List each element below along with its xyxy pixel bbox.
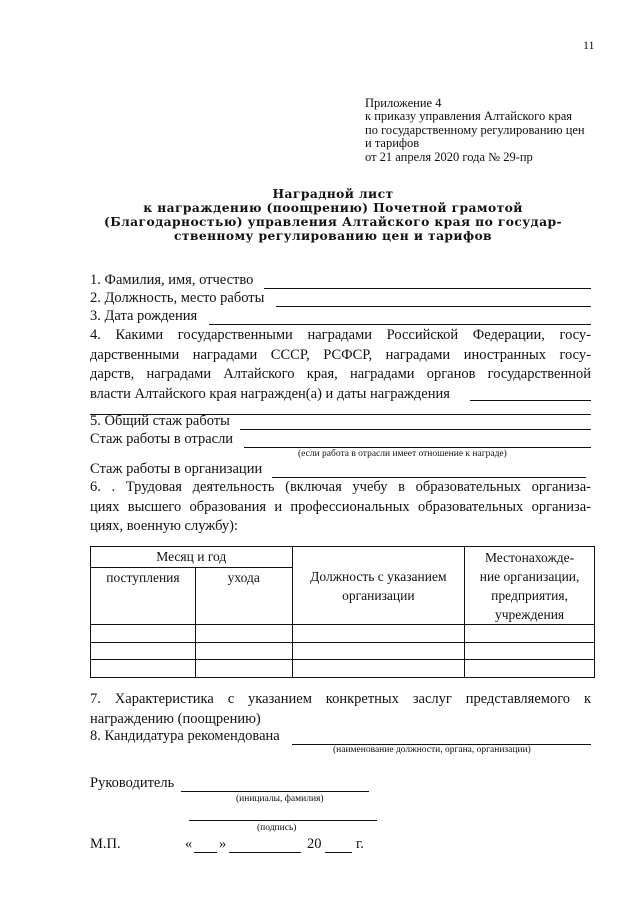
annex-line: по государственному регулированию цен xyxy=(365,122,585,137)
awards-field-line[interactable] xyxy=(470,400,591,401)
head-label: Руководитель xyxy=(90,775,175,791)
industry-note: (если работа в отрасли имеет отношение к награде) xyxy=(298,449,507,459)
date-day-line[interactable] xyxy=(194,852,217,853)
table-cell[interactable] xyxy=(292,625,465,643)
annex-line: к приказу управления Алтайского края xyxy=(365,109,572,124)
org-experience-label: Стаж работы в организации xyxy=(90,461,263,477)
date-open-quote: « xyxy=(185,836,193,852)
title-line: Наградной лист xyxy=(272,186,394,201)
date-close-quote: » xyxy=(219,836,227,852)
industry-experience-label: Стаж работы в отрасли xyxy=(90,431,234,447)
table-row xyxy=(91,625,595,643)
table-row xyxy=(91,660,595,678)
awards-line: власти Алтайского края награжден(а) и даты награждения xyxy=(90,385,450,402)
total-experience-line[interactable] xyxy=(240,429,591,430)
total-experience-label: 5. Общий стаж работы xyxy=(90,413,230,429)
annex-line: от 21 апреля 2020 года № 29-пр xyxy=(365,149,533,164)
candidate-label: 8. Кандидатура рекомендована xyxy=(90,728,280,744)
table-cell[interactable] xyxy=(465,643,595,660)
document-title xyxy=(60,187,606,243)
signature-note: (подпись) xyxy=(257,823,297,833)
characteristic-line: награждению (поощрению) xyxy=(90,710,261,727)
date-year-prefix: 20 xyxy=(307,836,322,852)
stamp-label: М.П. xyxy=(90,836,121,852)
date-year-line[interactable] xyxy=(325,852,352,853)
position-label: 2. Должность, место работы xyxy=(90,290,265,306)
table-cell[interactable] xyxy=(195,660,292,678)
head-name-line[interactable] xyxy=(181,791,369,792)
fio-field-line[interactable] xyxy=(264,288,591,289)
header-month-year: Месяц и год xyxy=(91,547,293,568)
title-line: к награждению (поощрению) Почетной грамотой xyxy=(143,200,523,215)
labor-line: 6. . Трудовая деятельность (включая учебу в образовательных организа- xyxy=(90,479,591,495)
header-location-line: Местонахожде- xyxy=(484,550,575,565)
header-position-line: Должность с указанием xyxy=(310,569,447,584)
labor-line: циях высшего образования и профессиональных образовательных организа- xyxy=(90,498,591,515)
characteristic-line: 7. Характеристика с указанием конкретных заслуг представляемого к xyxy=(90,691,591,707)
date-month-line[interactable] xyxy=(229,852,301,853)
annex-line: и тарифов xyxy=(365,136,420,151)
awards-line: дарственными наградами СССР, РСФСР, наградами иностранных госу- xyxy=(90,346,591,363)
table-cell[interactable] xyxy=(91,643,196,660)
awards-paragraph xyxy=(90,326,591,404)
date-year-suffix: г. xyxy=(356,836,364,852)
table-cell[interactable] xyxy=(195,625,292,643)
initials-note: (инициалы, фамилия) xyxy=(236,794,324,804)
table-cell[interactable] xyxy=(91,660,196,678)
annex-line: Приложение 4 xyxy=(365,96,442,110)
header-location-line: предприятия, xyxy=(491,588,568,603)
title-line: (Благодарностью) управления Алтайского края по государ- xyxy=(103,214,563,229)
awards-line: дарств, наградами Алтайского края, наградами органов государственной xyxy=(90,366,591,382)
labor-paragraph xyxy=(90,478,591,537)
table-cell[interactable] xyxy=(292,660,465,678)
annex-header xyxy=(365,97,585,164)
header-position-line: организации xyxy=(342,588,415,603)
table-cell[interactable] xyxy=(195,643,292,660)
characteristic-paragraph xyxy=(90,690,591,729)
header-position xyxy=(292,547,465,625)
header-location-line: учреждения xyxy=(495,607,565,622)
table-cell[interactable] xyxy=(465,660,595,678)
page-number: 11 xyxy=(583,38,595,52)
labor-line: циях, военную службу): xyxy=(90,518,239,534)
header-start: поступления xyxy=(91,568,196,625)
signature-line[interactable] xyxy=(189,820,377,821)
header-end: ухода xyxy=(195,568,292,625)
table-cell[interactable] xyxy=(292,643,465,660)
table-cell[interactable] xyxy=(465,625,595,643)
birth-field-line[interactable] xyxy=(209,324,591,325)
industry-experience-line[interactable] xyxy=(244,447,591,448)
awards-line: 4. Какими государственными наградами Российской Федерации, госу- xyxy=(90,327,591,343)
birth-label: 3. Дата рождения xyxy=(90,308,198,324)
table-cell[interactable] xyxy=(91,625,196,643)
header-location xyxy=(465,547,595,625)
candidate-note: (наименование должности, органа, организации) xyxy=(333,745,531,755)
title-line: ственному регулированию цен и тарифов xyxy=(174,228,492,243)
position-field-line[interactable] xyxy=(276,306,591,307)
fio-label: 1. Фамилия, имя, отчество xyxy=(90,272,254,288)
header-location-line: ние организации, xyxy=(479,569,580,584)
labor-table xyxy=(90,546,595,678)
table-row xyxy=(91,643,595,660)
